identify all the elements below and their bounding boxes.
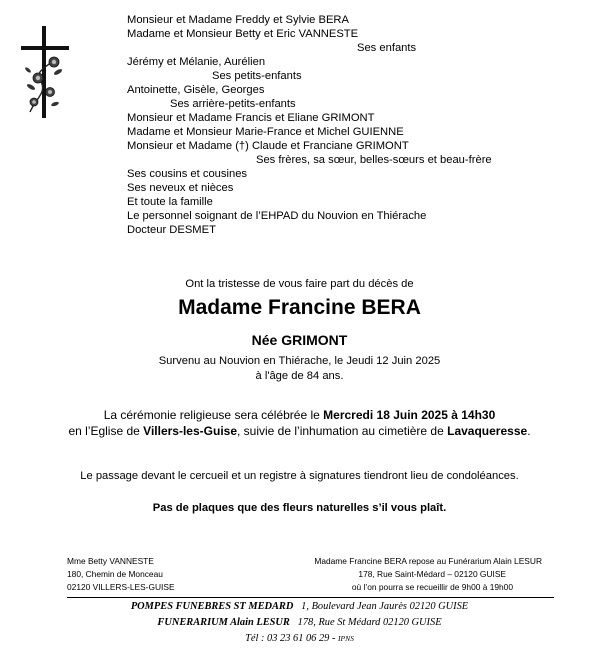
contact-left-name: Mme Betty VANNESTE <box>67 556 154 566</box>
ceremony-date: Mercredi 18 Juin 2025 à 14h30 <box>323 408 496 422</box>
deceased-name: Madame Francine BERA <box>178 296 421 319</box>
condolences-note: Le passage devant le cercueil et un registre à signatures tiendront lieu de condoléances. <box>80 470 519 482</box>
funerarium-name: FUNERARIUM Alain LESUR <box>157 617 290 628</box>
family-line: Et toute la famille <box>127 196 213 208</box>
funeral-services-name: POMPES FUNEBRES ST MEDARD <box>130 601 294 612</box>
ceremony-line-2 <box>0 424 599 438</box>
cemetery-place: Lavaqueresse <box>447 424 528 438</box>
period: . <box>527 424 531 438</box>
ceremony-intro: La cérémonie religieuse sera célébrée le <box>103 408 324 422</box>
visiting-hours: où l’on pourra se recueillir de 9h00 à 19h00 <box>351 582 513 592</box>
family-relation: Ses petits-enfants <box>212 70 302 82</box>
footer-line-1 <box>0 601 599 612</box>
contact-left-street: 180, Chemin de Monceau <box>67 569 163 579</box>
announcement-intro: Ont la tristesse de vous faire part du décès de <box>185 278 414 290</box>
age-at-death: à l'âge de 84 ans. <box>255 370 344 382</box>
cross-with-roses-icon <box>18 26 72 120</box>
family-relation: Ses enfants <box>357 42 417 54</box>
family-line: Madame et Monsieur Marie-France et Michel GUIENNE <box>127 126 404 138</box>
contact-left-city: 02120 VILLERS-LES-GUISE <box>67 582 175 592</box>
death-place-date: Survenu au Nouvion en Thiérache, le Jeudi 12 Juin 2025 <box>158 355 441 367</box>
family-line: Monsieur et Madame Francis et Eliane GRIMONT <box>127 112 375 124</box>
family-line: Madame et Monsieur Betty et Eric VANNESTE <box>127 28 359 40</box>
footer-line-2 <box>0 617 599 628</box>
family-line: Monsieur et Madame Freddy et Sylvie BERA <box>127 14 349 26</box>
maiden-name: Née GRIMONT <box>251 332 348 348</box>
ipns-mark: IPNS <box>338 634 354 643</box>
family-line: Ses cousins et cousines <box>127 168 248 180</box>
phone-number: Tél : 03 23 61 06 29 - <box>245 633 336 644</box>
family-line: Jérémy et Mélanie, Aurélien <box>127 56 266 68</box>
family-line: Ses neveux et nièces <box>127 182 234 194</box>
footer-divider <box>67 597 554 598</box>
family-relation: Ses arrière-petits-enfants <box>170 98 296 110</box>
funeral-home-address: 178, Rue Saint-Médard – 02120 GUISE <box>358 569 506 579</box>
family-relation: Ses frères, sa sœur, belles-sœurs et beau-frère <box>256 154 492 166</box>
flowers-note: Pas de plaques que des fleurs naturelles s’il vous plaît. <box>152 502 447 514</box>
burial-intro: , suivie de l’inhumation au cimetière de <box>237 424 448 438</box>
funeral-home-note: Madame Francine BERA repose au Funérarium Alain LESUR <box>314 556 542 566</box>
footer-line-3 <box>0 633 599 644</box>
family-line: Antoinette, Gisèle, Georges <box>127 84 265 96</box>
funeral-services-address: 1, Boulevard Jean Jaurès 02120 GUISE <box>301 601 469 612</box>
family-line: Monsieur et Madame (†) Claude et Franciane GRIMONT <box>127 140 409 152</box>
ceremony-line-1 <box>0 408 599 422</box>
family-line: Docteur DESMET <box>127 224 216 236</box>
family-line: Le personnel soignant de l’EHPAD du Nouvion en Thiérache <box>127 210 427 222</box>
church-place: Villers-les-Guise <box>143 424 237 438</box>
funerarium-address: 178, Rue St Médard 02120 GUISE <box>297 617 442 628</box>
church-intro: en l’Eglise de <box>68 424 144 438</box>
